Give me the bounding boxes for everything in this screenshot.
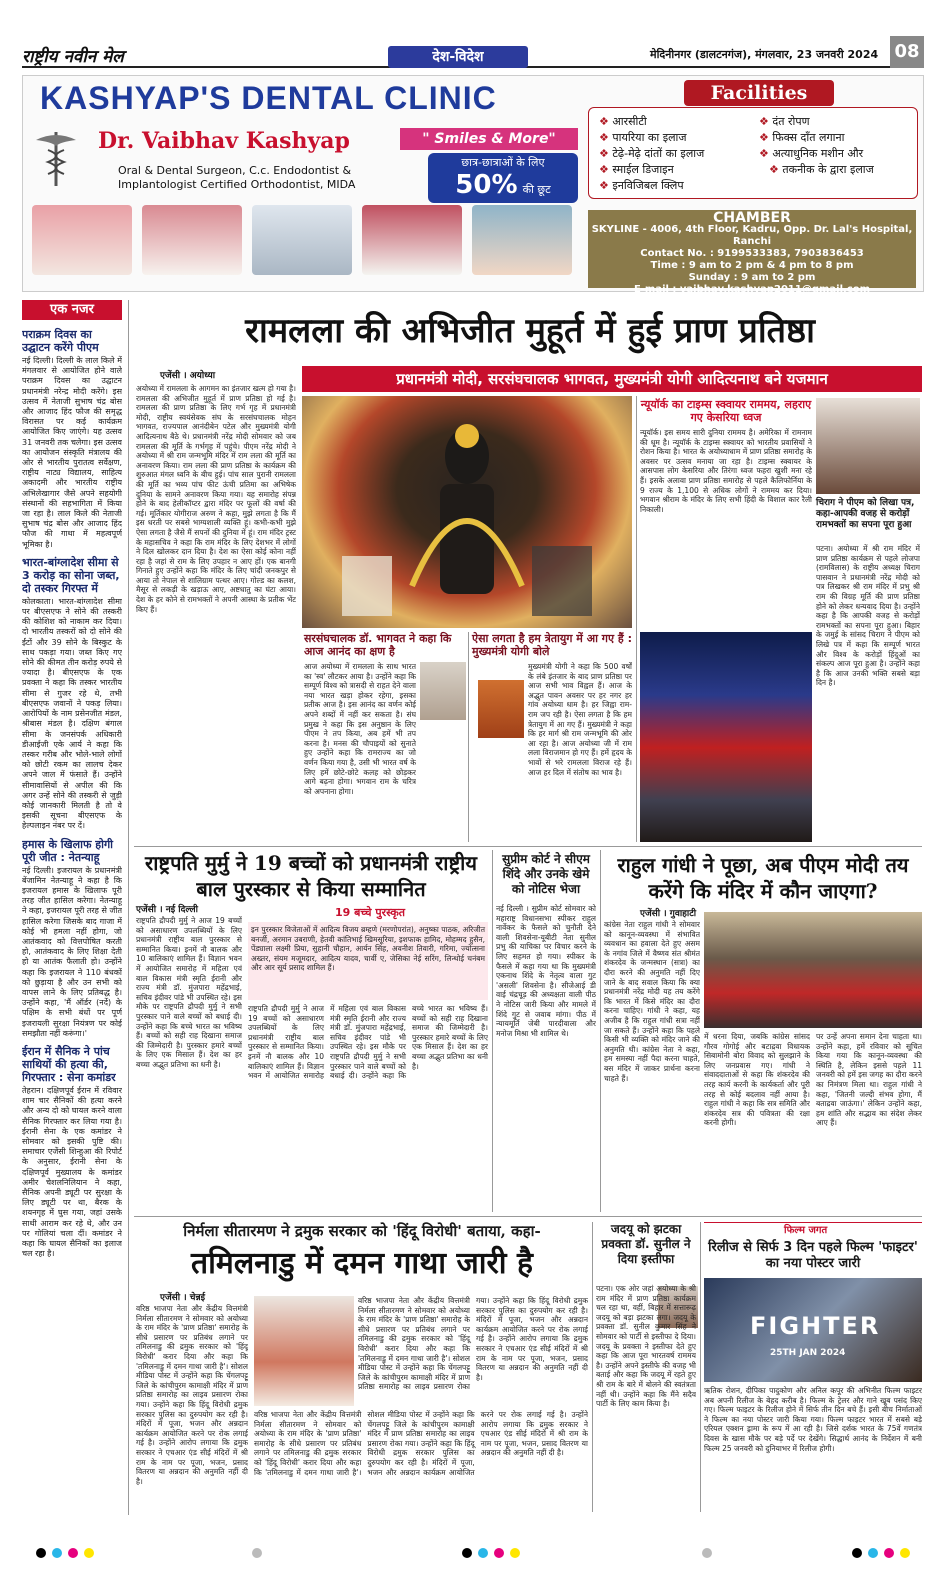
yogi-body: मुख्यमंत्री योगी ने कहा कि 500 वर्षों के लंबे इंतजार के बाद प्राण प्रतिष्ठा पर आज सभी भाव विह्वल हैं। आज के अद्भुत पावन अवसर पर हर नगर हर गांव अयोध्या धाम है। हर जिह्वा राम-राम जप रही है। ऐसा लगता है कि हम त्रेतायुग में आ गए हैं। मुख्यमंत्री ने कहा कि हर मार्ग श्री राम जन्मभूमि की ओर आ रहा है। आज अयोध्या जी में राम लला विराजमान हो गए हैं। हमें हृदय के भावों से भरे रामलला विराज रहे हैं। आज हर दिल में संतोष का भाव है। <box>528 662 632 777</box>
facility-item: ❖ टेढ़े-मेढ़े दांतों का इलाज <box>599 146 704 161</box>
murmu-box-title: 19 बच्चे पुरस्कृत <box>334 906 406 919</box>
implant-photo <box>252 205 352 275</box>
chamber-box <box>588 210 916 295</box>
brief-text: तेहरान। दक्षिणपूर्व ईरान में रविवार शाम चार सैनिकों की हत्या करने और अन्य दो को घायल करने वाला सैनिक गिरफ्तार कर लिया गया है। ईरानी सेना के एक कमांडर ने सोमवार को इसकी पुष्टि की। समाचार एजेंसी शिन्हुआ की रिपोर्ट के अनुसार, ईरानी सेना के दक्षिणपूर्व मुख्यालय के कमांडर अमीर चेशलनिलियान ने कहा, सैनिक अपनी ड्यूटी पर सुरक्षा के लिए ड्यूटी पर था, बैरक के शयनगृह में घुस गया, जहां उसके साथी आराम कर रहे थे, और उन पर गोलियां चला दीं। कमांडर ने कहा कि घायल सैनिकों का इलाज चल रहा है। <box>22 1085 122 1259</box>
bhagwat-headline: सरसंघचालक डॉ. भागवत ने कहा कि आज आनंद का क्षण है <box>304 632 452 658</box>
murmu-body-continued: राष्ट्रपति द्रौपदी मुर्मु ने आज 19 बच्चों को असाधारण उपलब्धियों के लिए प्रधानमंत्री राष्ट्रीय बाल पुरस्कार से सम्मानित किया। इनमें नौ बालक और 10 बालिकाएं शामिल हैं। विज्ञान भवन में आयोजित समारोह में महिला एवं बाल विकास मंत्री स्मृति ईरानी और राज्य मंत्री डॉ. मुंजपारा महेंद्रभाई, सचिव इंदीवर पांडे भी उपस्थित रहे। इस मौके पर राष्ट्रपति द्रौपदी मुर्मु ने सभी पुरस्कार पाने वाले बच्चों को बधाई दी। उन्होंने कहा कि बच्चे भारत का भविष्य हैं। बच्चों को सही राह दिखाना समाज की जिम्मेदारी है। पुरस्कार हमारे बच्चों के लिए एक मिसाल हैं। देश का हर बच्चा अद्भुत प्रतिभा का धनी है। <box>248 1004 488 1081</box>
registration-dot <box>36 1548 46 1558</box>
chirag-body: पटना। अयोध्या में श्री राम मंदिर में प्राण प्रतिष्ठा कार्यक्रम से पहले लोजपा (रामविलास) के राष्ट्रीय अध्यक्ष चिराग पासवान ने प्रधानमंत्री नरेंद्र मोदी को पत्र लिखकर श्री राम मंदिर में प्रभु श्री राम की विग्रह मूर्ति की प्राण प्रतिष्ठा होने को लेकर धन्यवाद दिया है। उन्होंने कहा है कि आपकी वजह से करोड़ों रामभक्तों का सपना पूरा हुआ। बिहार के जमुई के सांसद चिराग ने पीएम को लिखे पत्र में कहा कि सम्पूर्ण भारत और विश्व के करोड़ों हिंदुओं का संकल्प आज पूरा हुआ है। उन्होंने कहा है कि आज उनकी भक्ति सबसे बड़ा दिन है। <box>816 544 920 688</box>
brief-headline: हमास के खिलाफ होगी पूरी जीत : नेतन्याहू <box>22 837 114 864</box>
lead-headline: रामलला की अभिजीत मुहूर्त में हुई प्राण प्रतिष्ठा <box>245 311 815 351</box>
column-rule <box>636 396 637 842</box>
facility-item: ❖ पायरिया का इलाज <box>599 130 687 145</box>
registration-dot <box>868 1548 878 1558</box>
brief-text: नई दिल्ली। इजरायल के प्रधानमंत्री बेंजामिन नेतन्याहू ने कहा है कि इजरायल हमास के खिलाफ पूरी तरह जीत हासिल करेगा। नेतन्याहू ने कहा, इजरायल पूरी तरह से जीत हासिल करेगा जिसके बाद गाजा में कोई भी हमला नहीं होगा, जो आतंकवाद को वित्तपोषित करती हो, आतंकवाद के लिए शिक्षा देती हो या आतंक फैलाती हो। उन्होंने कहा कि इजरायल ने 110 बंधकों को छुड़ाया है और उन सभी को वापस लाने के लिए प्रतिबद्ध है। उन्होंने कहा, 'मैं ऑर्डर (नर्दे) के पक्षिम के सभी बंधों पर पूर्ण इजरायली सुरक्षा नियंत्रण पर कोई समझौता नहीं करूंगा।' <box>22 865 122 1038</box>
chamber-time: Time : 9 am to 2 pm & 4 pm to 8 pm <box>650 260 854 271</box>
chamber-sunday: Sunday : 9 am to 2 pm <box>688 272 816 283</box>
ek-nazar-column <box>22 322 122 1512</box>
fm-body-side: वरिष्ठ भाजपा नेता और केंद्रीय वित्तमंत्री निर्मला सीतारमण ने सोमवार को अयोध्या के राम मंदिर के 'प्राण प्रतिष्ठा' समारोह के सीधे प्रसारण पर प्रतिबंध लगाने पर तमिलनाडु की द्रमुक सरकार को 'हिंदू विरोधी' करार दिया और कहा कि 'तमिलनाडु में दमन गाथा जारी है'। सोशल मीडिया पोस्ट में उन्होंने कहा कि चेंगलपट्टू जिले के कांचीपुरम कामाक्षी मंदिर में प्राण प्रतिष्ठा समारोह का लाइव प्रसारण रोका गया। उन्होंने कहा कि हिंदू विरोधी द्रमुक सरकार पुलिस का दुरुपयोग कर रही है। मंदिरों में पूजा, भजन और अन्नदान कार्यक्रम आयोजित करने पर रोक लगाई गई है। उन्होंने आरोप लगाया कि द्रमुक सरकार ने एचआर एंड सीई मंदिरों में श्री राम के नाम पर पूजा, भजन, प्रसाद वितरण या अन्नदान की अनुमति नहीं दी है। <box>358 1296 588 1392</box>
facility-item: ❖ स्माईल डिजाइन <box>599 162 674 177</box>
sc-body: नई दिल्ली । सुप्रीम कोर्ट सोमवार को महाराष्ट्र विधानसभा स्पीकर राहुल नार्वेकर के फैसले को चुनौती देने वाली शिवसेना-यूबीटी नेता सुनील प्रभु की याचिका पर विचार करने के लिए सहमत हो गया। स्पीकर के फैसले में कहा गया था कि मुख्यमंत्री एकनाथ शिंदे के नेतृत्व वाला गुट 'असली' शिवसेना है। सीजेआई डी वाई चंद्रचूड़ की अध्यक्षता वाली पीठ ने नोटिस जारी किया और मामले में शिंदे गुट से जवाब मांगा। पीठ में न्यायमूर्ति जेबी पारदीवाला और मनोज मिश्रा भी शामिल थे। <box>496 904 596 1038</box>
discount-badge <box>428 153 578 203</box>
murmu-body: राष्ट्रपति द्रौपदी मुर्मु ने आज 19 बच्चों को असाधारण उपलब्धियों के लिए प्रधानमंत्री राष्ट्रीय बाल पुरस्कार से सम्मानित किया। इनमें नौ बालक और 10 बालिकाएं शामिल हैं। विज्ञान भवन में आयोजित समारोह में महिला एवं बाल विकास मंत्री स्मृति ईरानी और राज्य मंत्री डॉ. मुंजपारा महेंद्रभाई, सचिव इंदीवर पांडे भी उपस्थित रहे। इस मौके पर राष्ट्रपति द्रौपदी मुर्मु ने सभी पुरस्कार पाने वाले बच्चों को बधाई दी। उन्होंने कहा कि बच्चे भारत का भविष्य हैं। बच्चों को सही राह दिखाना समाज की जिम्मेदारी है। पुरस्कार हमारे बच्चों के लिए एक मिसाल हैं। देश का हर बच्चा अद्भुत प्रतिभा का धनी है। <box>136 916 242 1069</box>
yogi-headline: ऐसा लगता है हम त्रेतायुग में आ गए हैं : मुख्यमंत्री योगी बोले <box>472 632 632 658</box>
brief-headline: पराक्रम दिवस का उद्घाटन करेंगे पीएम <box>22 328 99 354</box>
page-number: 08 <box>890 36 924 68</box>
section-rule <box>134 1216 922 1217</box>
facilities-title: Facilities <box>684 80 834 106</box>
rahul-body-end: पर उन्हें अपना समान देना चाहता था। उन्होंने कहा, हमें रविवार को सूचित किया गया कि कानून-व्यवस्था की स्थिति है, लेकिन इससे पहले 11 जनवरी को हमें इस जगह का दौरा करने का निमंत्रण मिला था। राहुल गांधी ने कहा, 'जितनी जल्दी संभव होगा, मैं बताद्रवा जाऊंगा।' लेकिन उन्होंने कहा, हम शांति और सद्भाव का संदेश लेकर आए हैं। <box>816 1032 922 1128</box>
registration-dot <box>68 1548 78 1558</box>
doctor-credentials: Oral & Dental Surgeon, C.c. Endodontist & Implantologist Certified Orthodontist, MIDA <box>118 164 356 191</box>
rahul-body-continued: में धरना दिया, जबकि कांग्रेस सांसद गौरव गोगोई और बटाद्रवा विधायक सिबामोनी बोरा विवाद को सुलझाने के लिए जनप्रवास गए। गांधी ने संवाददाताओं से कहा कि शंकरदेव की तरह कार्य करनी के कार्यकर्ता और पूरी तरह से कोई बदलाव नहीं आया है। राहुल गांधी ने कहा कि सत्र समिति और शंकरदेव सत्र की पवित्रता की रक्षा करनी होगी। <box>704 1032 810 1128</box>
ram-lalla-idol-icon <box>302 396 632 628</box>
date-line: मेदिनीनगर (डालटनगंज), मंगलवार, 23 जनवरी 2024 <box>650 48 879 61</box>
fm-body: वरिष्ठ भाजपा नेता और केंद्रीय वित्तमंत्री निर्मला सीतारमण ने सोमवार को अयोध्या के राम मंदिर के 'प्राण प्रतिष्ठा' समारोह के सीधे प्रसारण पर प्रतिबंध लगाने पर तमिलनाडु की द्रमुक सरकार को 'हिंदू विरोधी' करार दिया और कहा कि 'तमिलनाडु में दमन गाथा जारी है'। सोशल मीडिया पोस्ट में उन्होंने कहा कि चेंगलपट्टू जिले के कांचीपुरम कामाक्षी मंदिर में प्राण प्रतिष्ठा समारोह का लाइव प्रसारण रोका गया। उन्होंने कहा कि हिंदू विरोधी द्रमुक सरकार पुलिस का दुरुपयोग कर रही है। मंदिरों में पूजा, भजन और अन्नदान कार्यक्रम आयोजित करने पर रोक लगाई गई है। उन्होंने आरोप लगाया कि द्रमुक सरकार ने एचआर एंड सीई मंदिरों में श्री राम के नाम पर पूजा, भजन, प्रसाद वितरण या अन्नदान की अनुमति नहीं दी है। <box>136 1304 248 1486</box>
paper-name: राष्ट्रीय नवीन मेल <box>22 47 124 67</box>
chamber-address: SKYLINE - 4006, 4th Floor, Kadru, Opp. Dr. Lal's Hospital, Ranchi <box>591 224 913 247</box>
facility-item: ❖ दंत रोपण <box>759 114 810 129</box>
fm-headline-top: निर्मला सीतारमण ने द्रमुक सरकार को 'हिंदू विरोधी' बताया, कहा- <box>183 1222 541 1240</box>
chamber-title: CHAMBER <box>713 210 791 226</box>
facility-item: ❖ अत्याधुनिक मशीन और <box>759 146 863 161</box>
child-dental-photo <box>472 205 572 275</box>
bhagwat-body: आज अयोध्या में रामलला के साथ भारत का 'स्व' लौटकर आया है। उन्होंने कहा कि सम्पूर्ण विश्व को त्रासदी से राहत देने वाला नया भारत खड़ा होकर रहेगा, इसका प्रतीक आज है। इस आनंद का वर्णन कोई अपने शब्दों में नहीं कर सकता है। संघ प्रमुख ने कहा कि इस अनुष्ठान के लिए पीएम ने तप किया, अब हमें भी तप करना है। मनस की चौपाइयों को सुनाते हुए उन्होंने कहा कि रामराज्य का जो वर्णन किया गया है, उसी भी भारत वर्ष के लिए हमें छोटे-छोटे कलह को छोड़कर आगे बढ़ना होगा। भगवान राम के चरित्र को अपनाना होगा। <box>304 662 416 796</box>
facilities-list <box>588 107 918 199</box>
ny-body: न्यूयॉर्क। इस समय सारी दुनिया राममय है। अमेरिका में रामनाम की धूम है। न्यूयॉर्क के टाइम्स स्क्वायर को भारतीय प्रवासियों ने रोशन किया है। भारत के अयोध्याधाम में प्राण प्रतिष्ठा समारोह के अवसर पर उत्सव मनाया जा रहा है। टाइम्स स्क्वायर के आसपास लोग केसरिया और तिरंगा ध्वज फहरा खुशी मना रहे हैं। इसके अलावा प्राण प्रतिष्ठा समारोह से पहले कैलिफोर्निया के 9 राज्य के 1,100 से अधिक लोगों ने राममय कर दिया। भगवान श्रीराम के मंदिर के लिए सभी हिंदी के विशाल कार रैली निकाली। <box>640 428 812 514</box>
column-rule <box>468 632 469 842</box>
murmu-winners-box: इन पुरस्कार विजेताओं में आदित्य विजय ब्रम्हणे (मरणोपरांत), अनुष्का पाठक, अरिजीत बनर्जी, अरमान उबराणी, हेतवी कांतिभाई खिमसूरिया, इशफाक हामिद, मोहम्मद हुसैन, पेंड्याला लक्ष्मी प्रिया, सुहानी चौहान, आर्यन सिंह, अवनीश तिवारी, गरिमा, ज्योत्सना अख्तर, संयम मजूमदार, आदित्य यादव, चार्वी ए, जेसिका नेई सरिंग, लिन्थोई चनंबम और आर सूर्य प्रसाद शामिल हैं। <box>248 922 488 1000</box>
jdu-body: पटना। एक ओर जहां अयोध्या के श्री राम मंदिर में प्राण प्रतिष्ठा कार्यक्रम चल रहा था, वहीं, बिहार में सत्तारूढ़ जदयू को बड़ा झटका लगा। जदयू के प्रवक्ता डॉ. सुनील कुमार सिंह ने सोमवार को पार्टी से इस्तीफा दे दिया। जदयू के प्रवक्ता ने इस्तीफा देते हुए कहा कि आज पूरा भारतवर्ष राममय है। उन्होंने अपने इस्तीफे की वजह भी बताई और कहा कि जदयू में रहते हुए श्री राम के बारे में बोलने की स्वतंत्रता नहीं थी। उन्होंने कहा कि मैंने सदैव पार्टी के लिए काम किया है। <box>596 1284 696 1409</box>
caduceus-icon <box>30 128 82 188</box>
registration-dot <box>84 1548 94 1558</box>
smile-photo <box>362 205 462 275</box>
rahul-headline: राहुल गांधी ने पूछा, अब पीएम मोदी तय करेंगे कि मंदिर में कौन जाएगा? <box>617 853 909 903</box>
registration-dot <box>478 1548 488 1558</box>
registration-dot <box>462 1548 472 1558</box>
discount-bottom: की छूट <box>522 183 551 196</box>
yogi-photo <box>478 680 524 738</box>
fm-dateline: एजेंसी । चेन्नई <box>160 1293 206 1303</box>
fm-headline: तमिलनाडु में दमन गाथा जारी है <box>191 1246 533 1281</box>
dentures-photo <box>32 205 132 275</box>
chirag-headline: चिराग ने पीएम को लिखा पत्र, कहा-आपकी वजह से करोड़ों रामभक्तों का सपना पूरा हुआ <box>816 498 915 530</box>
registration-dot <box>900 1548 910 1558</box>
ny-headline: न्यूयॉर्क का टाइम्स स्क्वायर राममय, लहराए गए केसरिया ध्वज <box>640 398 812 424</box>
column-rule <box>592 1222 593 1512</box>
doctor-name: Dr. Vaibhav Kashyap <box>98 128 350 154</box>
section-rule <box>134 846 922 847</box>
ek-nazar-label: एक नजर <box>22 300 122 320</box>
teeth-photos <box>32 205 577 277</box>
film-body: ऋतिक रोशन, दीपिका पादुकोण और अनिल कपूर की अभिनीत फिल्म फाइटर अब अपनी रिलीज के बेहद करीब है। फिल्म के ट्रेलर और गाने खूब पसंद किए गए। फिल्म फाइटर के रिलीज होने में सिर्फ तीन दिन बचे हैं। इसी बीच निर्माताओं ने फिल्म का नया पोस्टर जारी किया गया। फिल्म फाइटर भारत में सबसे बड़े एरियल एक्शन ड्रामा के रूप में आ रही है। जिसे दर्शक भारत के 75वें गणतंत्र दिवस के खास मौके पर बड़े पर्दे पर देखेंगे। सिद्धार्थ आनंद के निर्देशन में बनी फिल्म 25 जनवरी को दुनियाभर में रिलीज होगी। <box>704 1386 922 1453</box>
section-label: देश-विदेश <box>388 46 528 68</box>
registration-dot <box>252 1548 262 1558</box>
registration-dot <box>884 1548 894 1558</box>
sc-headline: सुप्रीम कोर्ट ने सीएम शिंदे और उनके खेमे को नोटिस भेजा <box>502 852 590 896</box>
rahul-body: कांग्रेस नेता राहुल गांधी ने सोमवार को कानून-व्यवस्था में संभावित व्यवधान का हवाला देते हुए असम के नगांव जिले में वैष्णव संत श्रीमंत शंकरदेव के जन्मस्थान (सत्रा) का दौरा करने की अनुमति नहीं दिए जाने के बाद सवाल किया कि क्या प्रधानमंत्री नरेंद्र मोदी यह तय करेंगे कि भारत में किसे मंदिर का दौरा करना चाहिए। गांधी ने कहा, यह अजीब है कि राहुल गांधी सत्रा नहीं जा सकते हैं। उन्होंने कहा कि पहले किसी भी व्यक्ति को मंदिर जाने की अनुमति थी। कांग्रेस नेता ने कहा, हम समस्या नहीं पैदा करना चाहते, बस मंदिर में जाकर प्रार्थना करना चाहते हैं। <box>604 920 700 1083</box>
facility-item: ❖ इनविजिबल क्लिप <box>599 178 684 193</box>
discount-percent: 50% <box>455 170 518 200</box>
film-section-label: फिल्म जगत <box>780 1224 831 1237</box>
sitharaman-photo <box>254 1296 354 1406</box>
lead-subheadline: प्रधानमंत्री मोदी, सरसंघचालक भागवत, मुख्यमंत्री योगी आदित्यनाथ बने यजमान <box>302 366 922 392</box>
facility-item: ❖ तकनीक के द्वारा इलाज <box>769 162 874 177</box>
brief-headline: ईरान में सैनिक ने पांच साथियों की हत्या की, गिरफ्तार : सेना कमांडर <box>22 1044 116 1084</box>
column-rule <box>492 850 493 1212</box>
lead-body: अयोध्या में रामलला के आगमन का इंतजार खत्म हो गया है। रामलला की अभिजीत मुहूर्त में प्राण प्रतिष्ठा हो गई है। रामलला की प्राण प्रतिष्ठा के लिए गर्भ गृह में प्रधानमंत्री मोदी, राष्ट्रीय स्वयंसेवक संघ के सरसंघचालक मोहन भागवत, राज्यपाल आनंदीबेन पटेल और मुख्यमंत्री योगी आदित्यनाथ बैठे थे। प्रधानमंत्री नरेंद्र मोदी सोमवार को जब रामलला की मूर्ति के गर्भगृह में पहुंचे। पीएम नरेंद्र मोदी ने अयोध्या में श्री राम जन्मभूमि मंदिर में राम लला की मूर्ति का अनावरण किया। राम लला की प्राण प्रतिष्ठा के कार्यक्रम की शुरुआत मंगल ध्वनि के बीच हुई। पांच साल पुरानी रामलला की मूर्ति का भव्य पांच फीट ऊंची प्रतिमा का अभिषेक दुनिया के सामने अनावरण किया गया। यह समारोह संपन्न होने के बाद हेलीकॉप्टर द्वारा मंदिर पर फूलों की वर्षा की गई। मूर्तिकार योगीराज अरुण ने कहा, मुझे लगता है कि मैं इस धरती पर सबसे भाग्यशाली व्यक्ति हूं। कभी-कभी मुझे ऐसा लगता है जैसे मैं सपनों की दुनिया में हूं। राम मंदिर ट्रस्ट के महासचिव ने कहा कि राम मंदिर के लिए देशभर में लोगों ने दिल खोलकर दान दिया है। देश का ऐसा कोई कोना नहीं रहा है जहां से राम के लिए उपहार न आए हों। एक बानगी गिनाते हुए उन्होंने कहा कि मंदिर के लिए चांदी जनकपुर से आया तो नेपाल से शालिग्राम पत्थर आए। गोल्ड का कलश, मैसूर से लकड़ी के खड़ाऊ आए, अष्टधातु का घंटा आया। देश के हर कोने से रामभक्तों ने अपनी आस्था के प्रतीक भेंट किए हैं। <box>136 384 296 614</box>
registration-dot <box>510 1548 520 1558</box>
fighter-poster-title: FIGHTER <box>750 1312 881 1340</box>
braces-photo <box>142 205 242 275</box>
registration-dot <box>852 1548 862 1558</box>
column-rule <box>600 850 601 1212</box>
chamber-email: E-mail : vaibhav.kashyap2011@gmail.com <box>633 284 871 295</box>
lead-dateline: एजेंसी । अयोध्या <box>160 371 216 381</box>
brief-text: कोलकाता। भारत-बांग्लादेश सीमा पर बीएसएफ ने सोने की तस्करी की कोशिश को नाकाम कर दिया। दो भारतीय तस्करों को दो सोने की ईंटों और 39 सोने के बिस्कुट के साथ पकड़ा गया। जब्त किए गए सोने की कीमत तीन करोड़ रुपये से ज्यादा है। बीएसएफ के एक प्रवक्ता ने कहा कि तस्कर भारतीय सीमा से गुजर रहे थे, तभी बीएसएफ जवानों ने पकड़ लिया। आरोपियों के नाम प्रसेनजीत मंडल, श्रीबास मंडल है। दक्षिण बंगाल सीमा के जनसंपर्क अधिकारी डीआईजी एके आर्य ने कहा कि तस्कर गरीब और भोले-भाले लोगों को छोटी रकम का लालच देकर अपने जाल में फंसाते हैं। उन्होंने सीमावासियों से अपील की कि अगर उन्हें सोने की तस्करी से जुड़ी कोई जानकारी मिलती है तो वे इसकी सूचना बीएसएफ के हेल्पलाइन नंबर पर दें। <box>22 596 122 831</box>
print-registration-bar <box>22 1548 924 1560</box>
brief-headline: भारत-बांग्लादेश सीमा से 3 करोड़ का सोना जब्त, दो तस्कर गिरफ्त में <box>22 555 120 595</box>
times-square-photo <box>640 632 812 842</box>
column-rule <box>128 300 129 1515</box>
film-headline: रिलीज से सिर्फ 3 दिन पहले फिल्म 'फाइटर' का नया पोस्टर जारी <box>708 1240 918 1271</box>
fm-body-continued: वरिष्ठ भाजपा नेता और केंद्रीय वित्तमंत्री निर्मला सीतारमण ने सोमवार को अयोध्या के राम मंदिर के 'प्राण प्रतिष्ठा' समारोह के सीधे प्रसारण पर प्रतिबंध लगाने पर तमिलनाडु की द्रमुक सरकार को 'हिंदू विरोधी' करार दिया और कहा कि 'तमिलनाडु में दमन गाथा जारी है'। सोशल मीडिया पोस्ट में उन्होंने कहा कि चेंगलपट्टू जिले के कांचीपुरम कामाक्षी मंदिर में प्राण प्रतिष्ठा समारोह का लाइव प्रसारण रोका गया। उन्होंने कहा कि हिंदू विरोधी द्रमुक सरकार पुलिस का दुरुपयोग कर रही है। मंदिरों में पूजा, भजन और अन्नदान कार्यक्रम आयोजित करने पर रोक लगाई गई है। उन्होंने आरोप लगाया कि द्रमुक सरकार ने एचआर एंड सीई मंदिरों में श्री राम के नाम पर पूजा, भजन, प्रसाद वितरण या अन्नदान की अनुमति नहीं दी है। <box>254 1410 588 1477</box>
bhagwat-photo <box>420 662 466 720</box>
facility-item: ❖ फिक्स दाँत लगाना <box>759 130 844 145</box>
clinic-name: KASHYAP'S DENTAL CLINIC <box>40 80 497 116</box>
chamber-contact: Contact No. : 9199533383, 7903836453 <box>640 248 864 259</box>
column-rule <box>700 1222 701 1512</box>
rahul-dateline: एजेंसी । गुवाहाटी <box>640 909 697 919</box>
discount-top: छात्र-छात्राओं के लिए <box>461 156 545 169</box>
facility-item: ❖ आरसीटी <box>599 114 647 129</box>
registration-dot <box>702 1548 712 1558</box>
murmu-headline: राष्ट्रपति मुर्मु ने 19 बच्चों को प्रधानमंत्री राष्ट्रीय बाल पुरस्कार से किया सम्मानित <box>145 851 477 901</box>
tagline: " Smiles & More" <box>400 128 578 150</box>
fighter-poster-date: 25TH JAN 2024 <box>770 1348 846 1358</box>
chirag-photo <box>816 398 920 494</box>
brief-text: नई दिल्ली। दिल्ली के लाल किले में मंगलवार से आयोजित होने वाले पराक्रम दिवस का उद्घाटन प्रधानमंत्री नरेन्द्र मोदी करेंगे। इस उत्सव में नेताजी सुभाष चंद्र बोस और आजाद हिंद फौज की समृद्ध विरासत पर कई कार्यक्रम आयोजित किए जाएंगे। यह उत्सव 31 जनवरी तक चलेगा। इस उत्सव का आयोजन संस्कृति मंत्रालय की ओर से भारतीय पुरातत्व सर्वेक्षण, राष्ट्रीय नाट्य विद्यालय, साहित्य अकादमी और भारतीय राष्ट्रीय अभिलेखागार जैसे अपने सहयोगी संस्थानों की सहभागिता में किया जा रहा है। लाल किले की नेताजी सुभाष चंद्र बोस और आजाद हिंद फौज की गाथा में महत्वपूर्ण भूमिका है। <box>22 356 122 549</box>
rahul-protest-photo <box>704 912 922 1028</box>
registration-dot <box>494 1548 504 1558</box>
murmu-dateline: एजेंसी । नई दिल्ली <box>136 905 198 915</box>
jdu-headline: जदयू को झटका प्रवक्ता डॉ. सुनील ने दिया इस्तीफा <box>601 1222 691 1266</box>
registration-dot <box>52 1548 62 1558</box>
